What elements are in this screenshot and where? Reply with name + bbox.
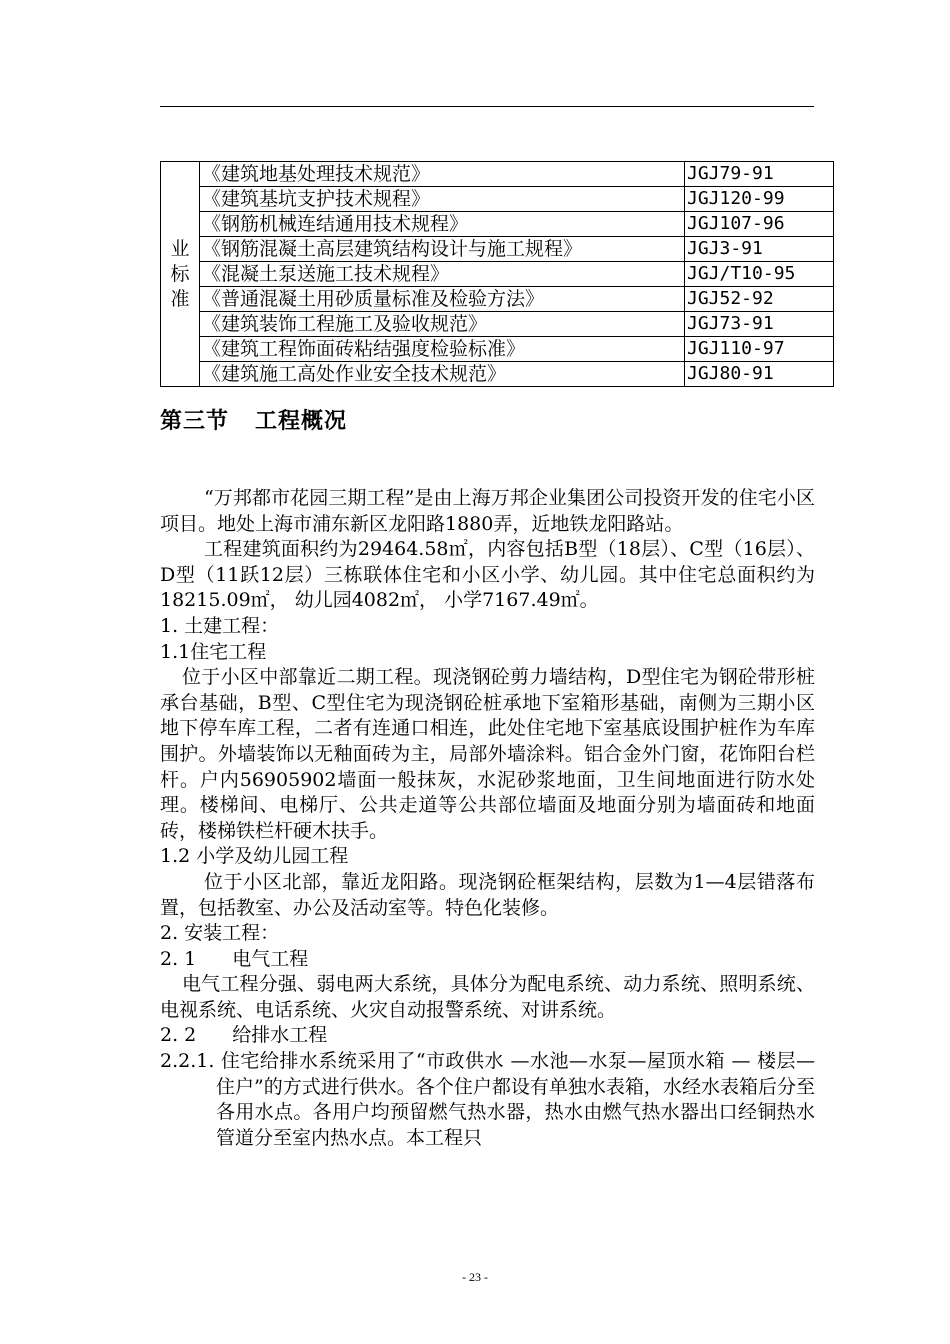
table-row [161,312,834,337]
paragraph-school: 位于小区北部，靠近龙阳路。现浇钢砼框架结构，层数为1—4层错落布置，包括教室、办公及活动室等。特色化装修。 [160,870,815,919]
standard-title: 《钢筋机械连结通用技术规程》 [200,212,685,237]
standard-code: JGJ3-91 [685,237,834,262]
table-row [161,212,834,237]
standard-title: 《混凝土泵送施工技术规程》 [200,262,685,287]
standard-title: 《建筑地基处理技术规范》 [200,162,685,187]
section-heading [160,404,347,435]
paragraph-residential: 位于小区中部靠近二期工程。现浇钢砼剪力墙结构，D型住宅为钢砼带形桩承台基础，B型、C型住宅为现浇钢砼桩承地下室箱形基础，南侧为三期小区地下停车库工程，二者有连通口相连，此处住宅地下室基底设围护桩作为车库围护。外墙装饰以无釉面砖为主，局部外墙涂料。铝合金外门窗，花饰阳台栏杆。户内56905902墙面一般抹灰，水泥砂浆地面，卫生间地面进行防水处理。楼梯间、电梯厅、公共走道等公共部位墙面及地面分别为墙面砖和地面砖，楼梯铁栏杆硬木扶手。 [160,666,815,842]
standard-code: JGJ107-96 [685,212,834,237]
page-number: - 23 - [462,1270,488,1284]
table-row [161,187,834,212]
heading-residential: 1.1住宅工程 [160,640,267,663]
standard-title: 《建筑装饰工程施工及验收规范》 [200,312,685,337]
standard-title: 《钢筋混凝土高层建筑结构设计与施工规程》 [200,237,685,262]
table-row [161,287,834,312]
heading-electrical-number: 2. 1 [160,947,197,970]
standard-title: 《普通混凝土用砂质量标准及检验方法》 [200,287,685,312]
heading-plumbing [160,1023,815,1049]
standards-table [160,161,834,387]
section-number: 第三节 [160,409,230,434]
standard-title: 《建筑施工高处作业安全技术规范》 [200,362,685,387]
standard-title: 《建筑工程饰面砖粘结强度检验标准》 [200,337,685,362]
table-row [161,162,834,187]
table-row [161,237,834,262]
table-row [161,362,834,387]
paragraph-intro: “万邦都市花园三期工程”是由上海万邦企业集团公司投资开发的住宅小区项目。地处上海市浦东新区龙阳路1880弄，近地铁龙阳路站。 [160,487,815,535]
header-rule [160,106,814,107]
heading-plumbing-title: 给排水工程 [232,1024,328,1047]
heading-electrical [160,947,815,973]
category-label: 业标准 [170,237,190,310]
document-body [160,486,815,1151]
standard-code: JGJ80-91 [685,362,834,387]
table-row [161,262,834,287]
standard-code: JGJ110-97 [685,337,834,362]
standard-code: JGJ52-92 [685,287,834,312]
paragraph-area: 工程建筑面积约为29464.58㎡，内容包括B型（18层）、C型（16层）、D型（11跃12层）三栋联体住宅和小区小学、幼儿园。其中住宅总面积约为18215.09㎡， 幼儿园4082㎡， 小学7167.49㎡。 [160,538,815,612]
category-cell [161,162,200,387]
heading-plumbing-number: 2. 2 [160,1024,197,1047]
heading-electrical-title: 电气工程 [232,947,309,970]
standard-code: JGJ/T10-95 [685,262,834,287]
standard-code: JGJ120-99 [685,187,834,212]
section-title: 工程概况 [255,409,348,434]
table-row [161,337,834,362]
standard-title: 《建筑基坑支护技术规程》 [200,187,685,212]
heading-civil: 1. 土建工程： [160,614,280,637]
standard-code: JGJ79-91 [685,162,834,187]
standard-code: JGJ73-91 [685,312,834,337]
paragraph-electrical: 电气工程分强、弱电两大系统，具体分为配电系统、动力系统、照明系统、电视系统、电话系统、火灾自动报警系统、对讲系统。 [160,973,815,1021]
heading-school: 1.2 小学及幼儿园工程 [160,845,349,868]
heading-install: 2. 安装工程： [160,922,280,945]
paragraph-plumbing: 2.2.1. 住宅给排水系统采用了“市政供水 —水池—水泵—屋顶水箱 — 楼层—住户”的方式进行供水。各个住户都设有单独水表箱，水经水表箱后分至各用水点。各用户均预留燃气热水器，热水由燃气热水器出口经铜热水管道分至室内热水点。本工程只 [160,1050,815,1149]
